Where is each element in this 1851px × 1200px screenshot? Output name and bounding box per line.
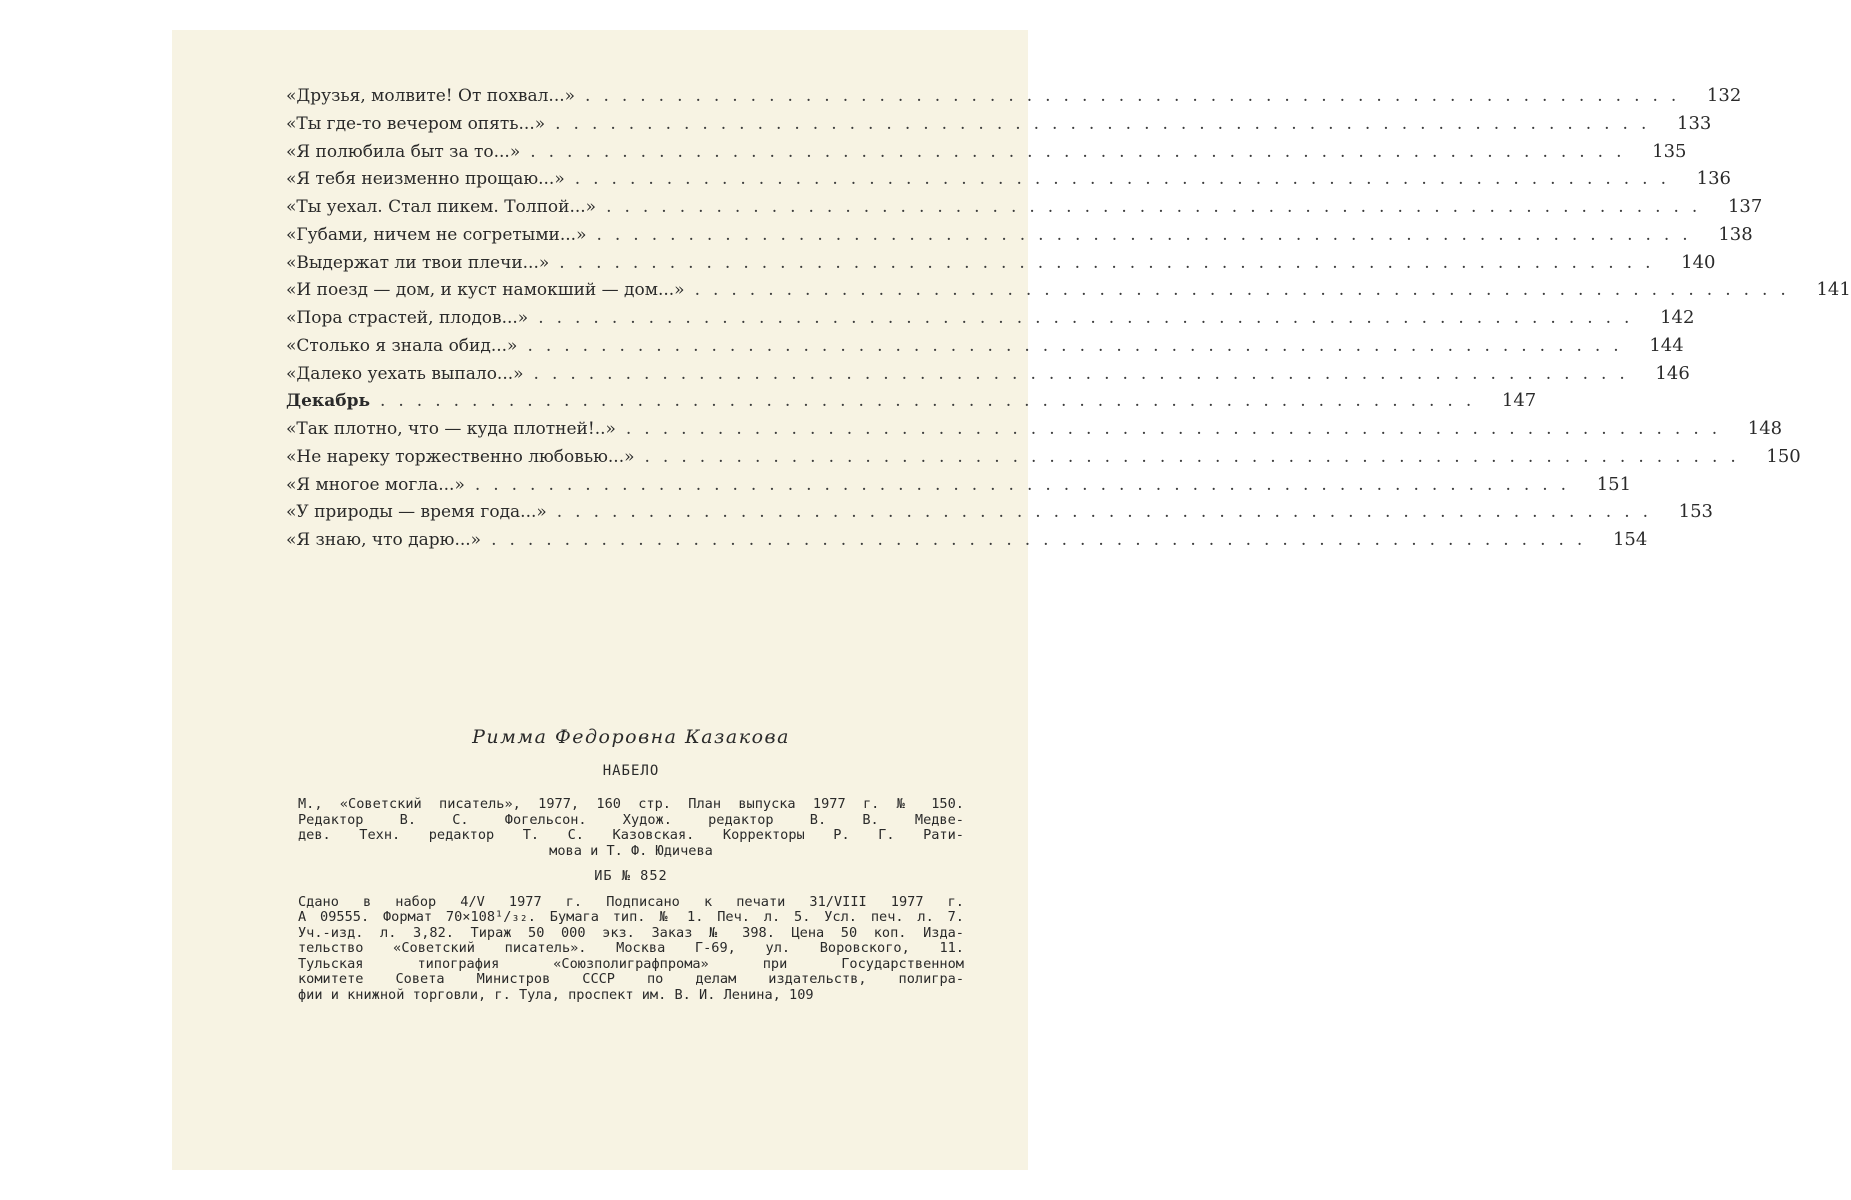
toc-entry-page: 132: [1706, 85, 1742, 106]
toc-entry-page: 154: [1612, 529, 1648, 550]
toc-entry: [286, 498, 1714, 526]
toc-leader-dots: ............................................................: [625, 419, 1731, 439]
toc-leader-dots: ............................................................: [585, 86, 1690, 106]
toc-entry-title: «Не нареку торжественно любовью...»: [286, 446, 635, 467]
toc-entry-page: 142: [1660, 307, 1695, 328]
toc-entry: [286, 471, 1632, 499]
toc-entry-title: «Далеко уехать выпало...»: [286, 363, 524, 384]
toc-entry-title: «Столько я знала обид...»: [286, 335, 518, 356]
toc-entry-title: «Я многое могла...»: [286, 474, 465, 495]
toc-leader-dots: ............................................................: [530, 141, 1635, 162]
toc-entry-page: 144: [1649, 334, 1684, 356]
toc-entry-page: 141: [1816, 279, 1851, 301]
toc-entry-title: «И поезд — дом, и куст намокший — дом...»: [286, 280, 685, 301]
toc-entry-page: 133: [1677, 112, 1712, 134]
print-line: тельство «Советский писатель». Москва Г-69, ул. Воровского, 11.: [298, 940, 964, 956]
toc-leader-dots: ............................................................: [596, 224, 1701, 245]
print-line: комитете Совета Министров СССР по делам издательств, полигра-: [298, 971, 964, 987]
toc-entry-title: «Выдержат ли твои плечи...»: [286, 252, 550, 273]
toc-entry-page: 136: [1696, 168, 1731, 190]
toc-entry: [286, 360, 1690, 388]
toc-entry: [286, 304, 1695, 332]
toc-leader-dots: ............................................................: [644, 446, 1749, 467]
toc-entry: [286, 526, 1648, 554]
publisher-line: дев. Техн. редактор Т. С. Казовская. Корректоры Р. Г. Рати-: [298, 827, 964, 843]
toc-entry-page: 148: [1747, 418, 1783, 439]
toc-entry-title: «Так плотно, что — куда плотней!..»: [286, 419, 616, 439]
print-line: Уч.-изд. л. 3,82. Тираж 50 000 экз. Заказ № 398. Цена 50 коп. Изда-: [298, 924, 964, 941]
book-page: [172, 30, 1851, 1170]
table-of-contents: [286, 82, 1851, 554]
toc-entry-title: Декабрь: [286, 391, 370, 412]
author-name: Римма Федоровна Казакова: [472, 726, 790, 748]
toc-entry-page: 147: [1501, 390, 1537, 412]
toc-leader-dots: ............................................................: [380, 391, 1485, 412]
toc-entry-title: «Я тебя неизменно прощаю...»: [286, 169, 565, 190]
toc-entry-title: «Я полюбила быт за то...»: [286, 141, 521, 162]
toc-entry: [286, 276, 1851, 304]
toc-entry-page: 137: [1727, 196, 1763, 217]
toc-entry: [286, 110, 1712, 138]
toc-leader-dots: ............................................................: [574, 169, 1679, 190]
print-line: Сдано в набор 4/V 1977 г. Подписано к печати 31/VIII 1977 г.: [298, 893, 964, 910]
toc-leader-dots: ............................................................: [527, 335, 1632, 356]
book-title: НАБЕЛО: [602, 762, 660, 779]
toc-entry: [286, 249, 1716, 277]
publisher-line: мова и Т. Ф. Юдичева: [549, 842, 713, 859]
print-line: А 09555. Формат 70×108¹/₃₂. Бумага тип. № 1. Печ. л. 5. Усл. печ. л. 7.: [298, 909, 964, 925]
toc-entry-title: «У природы — время года...»: [286, 502, 547, 523]
toc-entry-page: 135: [1652, 140, 1687, 162]
toc-entry-page: 150: [1766, 445, 1801, 467]
toc-entry: [286, 82, 1742, 110]
toc-leader-dots: ............................................................: [556, 502, 1662, 523]
toc-entry: [286, 138, 1687, 166]
toc-entry-page: 138: [1718, 223, 1753, 245]
toc-leader-dots: ............................................................: [606, 197, 1711, 217]
toc-leader-dots: ............................................................: [694, 280, 1799, 301]
print-info: [298, 895, 964, 1004]
toc-entry-title: «Ты где-то вечером опять...»: [286, 113, 546, 134]
toc-entry-title: «Ты уехал. Стал пикем. Толпой...»: [286, 197, 597, 217]
colophon: [298, 726, 964, 1003]
toc-entry: [286, 332, 1684, 360]
toc-entry: [286, 193, 1763, 221]
toc-entry: [286, 415, 1783, 443]
toc-entry: [286, 165, 1731, 193]
toc-leader-dots: ............................................................: [474, 474, 1580, 495]
ib-number: ИБ № 852: [594, 868, 668, 884]
print-line: Тульская типография «Союзполиграфпрома» при Государственном: [298, 955, 964, 972]
toc-leader-dots: ............................................................: [538, 308, 1643, 328]
toc-entry-title: «Друзья, молвите! От похвал...»: [286, 86, 576, 106]
toc-entry: [286, 387, 1537, 415]
toc-entry-title: «Пора страстей, плодов...»: [286, 308, 529, 328]
toc-entry: [286, 221, 1753, 249]
toc-leader-dots: ............................................................: [555, 113, 1660, 134]
toc-entry-page: 153: [1678, 501, 1714, 523]
toc-entry-page: 146: [1655, 362, 1690, 384]
toc-leader-dots: ............................................................: [491, 530, 1596, 550]
print-line: фии и книжной торговли, г. Тула, проспект им. В. И. Ленина, 109: [298, 986, 814, 1003]
publisher-line: Редактор В. С. Фогельсон. Худож. редактор В. В. Медве-: [298, 811, 964, 828]
toc-entry: [286, 443, 1801, 471]
toc-leader-dots: ............................................................: [533, 363, 1638, 384]
toc-entry-title: «Я знаю, что дарю...»: [286, 530, 482, 550]
publisher-info: [298, 797, 964, 859]
toc-leader-dots: ............................................................: [559, 252, 1664, 273]
publisher-line: М., «Советский писатель», 1977, 160 стр. План выпуска 1977 г. № 150.: [298, 796, 964, 812]
toc-entry-page: 151: [1596, 473, 1632, 495]
toc-entry-page: 140: [1681, 251, 1716, 273]
toc-entry-title: «Губами, ничем не согретыми...»: [286, 224, 587, 245]
